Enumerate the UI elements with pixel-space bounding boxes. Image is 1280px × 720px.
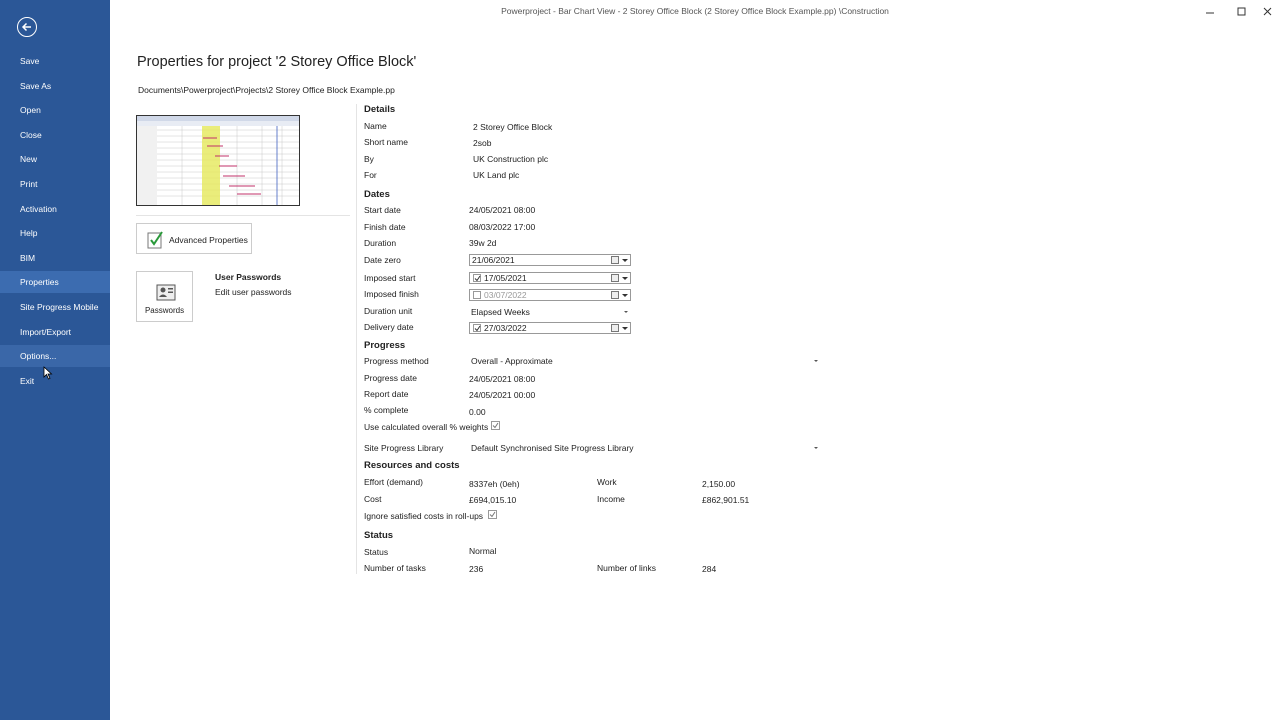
checklist-icon xyxy=(147,230,164,249)
menu-properties[interactable]: Properties xyxy=(0,271,110,293)
finish-date-value: 08/03/2022 17:00 xyxy=(469,222,536,232)
start-date-label: Start date xyxy=(364,205,401,215)
for-label: For xyxy=(364,170,377,180)
number-of-tasks-value: 236 xyxy=(469,564,484,574)
chevron-down-icon[interactable] xyxy=(624,311,628,313)
calendar-icon[interactable] xyxy=(611,324,619,332)
status-label: Status xyxy=(364,547,389,557)
back-arrow-icon[interactable] xyxy=(17,17,37,37)
progress-method-label: Progress method xyxy=(364,356,429,366)
duration-label: Duration xyxy=(364,238,397,248)
duration-value: 39w 2d xyxy=(469,238,497,248)
minimize-icon[interactable] xyxy=(1198,4,1222,20)
income-label: Income xyxy=(597,494,625,504)
chevron-down-icon[interactable] xyxy=(622,294,628,297)
report-date-label: Report date xyxy=(364,389,409,399)
site-progress-library-label: Site Progress Library xyxy=(364,443,444,453)
ignore-satisfied-costs-checkbox[interactable] xyxy=(488,510,497,519)
date-zero-value: 21/06/2021 xyxy=(472,255,515,265)
project-thumbnail xyxy=(136,115,300,206)
menu-import-export[interactable]: Import/Export xyxy=(20,327,72,337)
menu-bim[interactable]: BIM xyxy=(20,253,36,263)
for-value[interactable]: UK Land plc xyxy=(473,170,520,180)
status-heading: Status xyxy=(364,530,394,541)
advanced-properties-button[interactable] xyxy=(136,223,252,254)
imposed-start-label: Imposed start xyxy=(364,273,416,283)
progress-method-dropdown[interactable] xyxy=(469,355,821,367)
chevron-down-icon[interactable] xyxy=(622,327,628,330)
imposed-start-value: 17/05/2021 xyxy=(484,273,527,283)
by-label: By xyxy=(364,154,374,164)
progress-date-label: Progress date xyxy=(364,373,417,383)
calculated-weights-label: Use calculated overall % weights xyxy=(364,422,489,432)
close-icon[interactable] xyxy=(1256,4,1280,20)
number-of-links-label: Number of links xyxy=(597,563,657,573)
site-progress-library-dropdown[interactable] xyxy=(469,442,821,454)
short-name-label: Short name xyxy=(364,137,408,147)
chevron-down-icon[interactable] xyxy=(814,447,818,449)
chevron-down-icon[interactable] xyxy=(622,277,628,280)
passwords-button[interactable] xyxy=(136,271,193,322)
calendar-icon[interactable] xyxy=(611,256,619,264)
name-label: Name xyxy=(364,121,387,131)
duration-unit-label: Duration unit xyxy=(364,306,413,316)
site-progress-library-value: Default Synchronised Site Progress Library xyxy=(471,443,634,453)
name-value[interactable]: 2 Storey Office Block xyxy=(473,122,553,132)
imposed-finish-picker[interactable] xyxy=(469,289,631,301)
duration-unit-dropdown[interactable] xyxy=(469,306,631,318)
file-path: Documents\Powerproject\Projects\2 Storey Office Block Example.pp xyxy=(138,85,395,95)
window-title: Powerproject - Bar Chart View - 2 Storey Office Block (2 Storey Office Block Example.pp) \Construction xyxy=(501,6,889,16)
title-bar xyxy=(110,0,1280,24)
report-date-value[interactable]: 24/05/2021 00:00 xyxy=(469,390,536,400)
duration-unit-value: Elapsed Weeks xyxy=(471,307,530,317)
delivery-date-value: 27/03/2022 xyxy=(484,323,527,333)
number-of-links-value: 284 xyxy=(702,564,717,574)
progress-method-value: Overall - Approximate xyxy=(471,356,553,366)
menu-help[interactable]: Help xyxy=(20,228,38,238)
menu-activation[interactable]: Activation xyxy=(20,204,57,214)
effort-label: Effort (demand) xyxy=(364,477,423,487)
effort-value: 8337eh (0eh) xyxy=(469,479,520,489)
imposed-finish-value: 03/07/2022 xyxy=(484,290,527,300)
finish-date-label: Finish date xyxy=(364,222,406,232)
menu-save-as[interactable]: Save As xyxy=(20,81,52,91)
chevron-down-icon[interactable] xyxy=(622,259,628,262)
page-title: Properties for project '2 Storey Office Block' xyxy=(137,54,417,70)
cost-label: Cost xyxy=(364,494,382,504)
chevron-down-icon[interactable] xyxy=(814,360,818,362)
short-name-value[interactable]: 2sob xyxy=(473,138,492,148)
imposed-finish-label: Imposed finish xyxy=(364,289,419,299)
delivery-date-picker[interactable] xyxy=(469,322,631,334)
passwords-label: Passwords xyxy=(144,306,185,315)
percent-complete-value: 0.00 xyxy=(469,407,486,417)
menu-print[interactable]: Print xyxy=(20,179,38,189)
dates-heading: Dates xyxy=(364,189,390,200)
cost-value: £694,015.10 xyxy=(469,495,517,505)
menu-close[interactable]: Close xyxy=(20,130,42,140)
imposed-start-checkbox[interactable] xyxy=(473,274,481,282)
imposed-finish-checkbox[interactable] xyxy=(473,291,481,299)
date-zero-picker[interactable] xyxy=(469,254,631,266)
number-of-tasks-label: Number of tasks xyxy=(364,563,426,573)
by-value[interactable]: UK Construction plc xyxy=(473,154,549,164)
details-heading: Details xyxy=(364,104,396,115)
progress-heading: Progress xyxy=(364,340,406,351)
ignore-satisfied-costs-label: Ignore satisfied costs in roll-ups xyxy=(364,511,484,521)
divider xyxy=(136,215,350,216)
mouse-pointer-icon xyxy=(43,366,53,380)
start-date-value: 24/05/2021 08:00 xyxy=(469,205,536,215)
menu-open[interactable]: Open xyxy=(20,105,41,115)
resources-heading: Resources and costs xyxy=(364,460,460,471)
status-value: Normal xyxy=(469,546,497,556)
progress-date-value[interactable]: 24/05/2021 08:00 xyxy=(469,374,536,384)
menu-save[interactable]: Save xyxy=(20,56,40,66)
user-passwords-title: User Passwords xyxy=(215,272,282,282)
work-value: 2,150.00 xyxy=(702,479,736,489)
calendar-icon[interactable] xyxy=(611,291,619,299)
delivery-date-checkbox[interactable] xyxy=(473,324,481,332)
menu-new[interactable]: New xyxy=(20,154,38,164)
work-label: Work xyxy=(597,477,617,487)
backstage-sidebar xyxy=(0,0,110,720)
delivery-date-label: Delivery date xyxy=(364,322,414,332)
menu-site-progress-mobile[interactable]: Site Progress Mobile xyxy=(20,302,99,312)
maximize-icon[interactable] xyxy=(1229,4,1253,20)
date-zero-label: Date zero xyxy=(364,255,401,265)
id-card-icon xyxy=(156,284,176,301)
calendar-icon[interactable] xyxy=(611,274,619,282)
user-passwords-description: Edit user passwords xyxy=(215,287,292,297)
advanced-properties-label: Advanced Properties xyxy=(169,235,248,245)
percent-complete-label: % complete xyxy=(364,405,409,415)
menu-options[interactable]: Options... xyxy=(0,345,110,367)
income-value: £862,901.51 xyxy=(702,495,750,505)
calculated-weights-checkbox[interactable] xyxy=(491,421,500,430)
menu-exit[interactable]: Exit xyxy=(20,376,35,386)
imposed-start-picker[interactable] xyxy=(469,272,631,284)
divider xyxy=(356,104,357,574)
